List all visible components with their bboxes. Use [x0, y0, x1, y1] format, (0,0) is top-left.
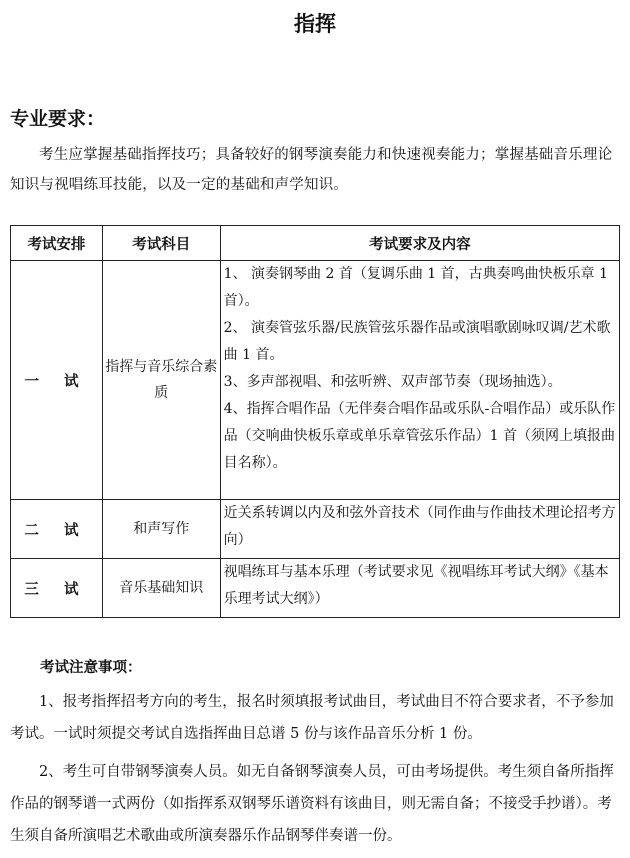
stage-cell: 一 试	[11, 261, 103, 500]
table-row	[11, 559, 620, 618]
exam-table	[10, 225, 620, 618]
requirement-item: 3、多声部视唱、和弦听辨、双声部节奏（现场抽选）。	[223, 374, 562, 390]
requirements-cell	[220, 261, 619, 500]
table-row	[11, 261, 620, 500]
subject-cell: 和声写作	[102, 500, 220, 559]
requirements-cell	[220, 500, 619, 559]
requirement-item: 1、 演奏钢琴曲 2 首（复调乐曲 1 首，古典奏鸣曲快板乐章 1 首）。	[223, 266, 609, 309]
notes-heading: 考试注意事项：	[40, 660, 142, 676]
subject-cell: 音乐基础知识	[102, 559, 220, 618]
requirement-item: 近关系转调以内及和弦外音技术（同作曲与作曲技术理论招考方向）	[223, 505, 616, 548]
intro-paragraph: 考生应掌握基础指挥技巧；具备较好的钢琴演奏能力和快速视奏能力；掌握基础音乐理论知识与视唱练耳技能，以及一定的基础和声学知识。	[10, 147, 613, 193]
table-header-row	[11, 226, 620, 261]
note-item: 1、报考指挥招考方向的考生，报名时须填报考试曲目，考试曲目不符合要求者，不予参加考试。一试时须提交考试自选指挥曲目总谱 5 份与该作品音乐分析 1 份。	[10, 694, 614, 742]
notes-list	[10, 686, 616, 858]
note-item: 2、考生可自带钢琴演奏人员。如无自备钢琴演奏人员，可由考场提供。考生须自备所指挥作品的钢琴谱一式两份（如指挥系双钢琴乐谱资料有该曲目，则无需自备；不接受手抄谱）。考生须自备所演唱艺术歌曲或所演奏器乐作品钢琴伴奏谱一份。	[10, 764, 614, 844]
requirement-item: 2、 演奏管弦乐器/民族管弦乐器作品或演唱歌剧咏叹调/艺术歌曲 1 首。	[223, 320, 611, 363]
stage-cell: 二 试	[11, 500, 103, 559]
requirements-cell	[220, 559, 619, 618]
header-arrangement: 考试安排	[11, 226, 103, 261]
requirement-item: 4、指挥合唱作品（无伴奏合唱作品或乐队-合唱作品）或乐队作品（交响曲快板乐章或单乐章管弦乐作品）1 首（须网上填报曲目名称）。	[223, 401, 616, 471]
page-title: 指挥	[294, 12, 336, 36]
stage-cell: 三 试	[11, 559, 103, 618]
section-heading: 专业要求：	[10, 108, 106, 130]
subject-cell: 指挥与音乐综合素质	[102, 261, 220, 500]
table-row	[11, 500, 620, 559]
requirement-item: 视唱练耳与基本乐理（考试要求见《视唱练耳考试大纲》《基本乐理考试大纲》）	[223, 564, 609, 607]
header-subject: 考试科目	[102, 226, 220, 261]
header-requirements: 考试要求及内容	[220, 226, 619, 261]
